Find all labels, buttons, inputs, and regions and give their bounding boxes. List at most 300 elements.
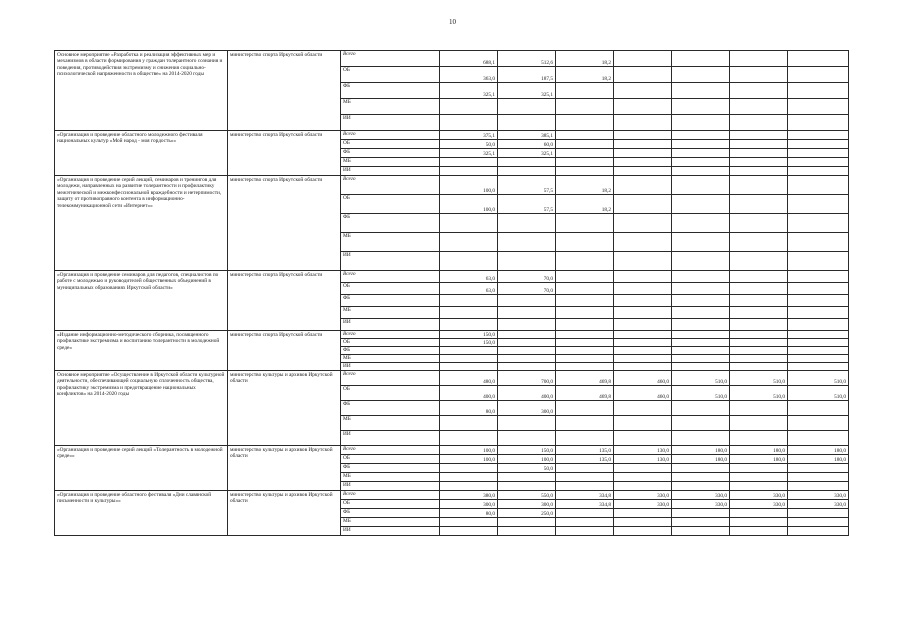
funding-value (730, 283, 788, 295)
funding-value (614, 319, 672, 331)
funding-value: 330,0 (614, 491, 672, 500)
funding-value: 187,5 (498, 67, 556, 83)
funding-value: 400,0 (440, 386, 498, 401)
activity-description: «Организация и проведение областного фестиваля «Дни славянской письменности и культуры»» (55, 491, 228, 536)
funding-value (498, 167, 556, 176)
funding-value (788, 509, 849, 518)
funding-value: 460,0 (614, 371, 672, 386)
funding-value (556, 347, 614, 355)
funding-value (788, 473, 849, 482)
funding-value (788, 283, 849, 295)
funding-value (614, 67, 672, 83)
funding-value (440, 363, 498, 371)
activity-description: «Организация и проведение семинаров для педагогов, специалистов по работе с молодежью и руководителей общественных объединений в муниципальных образованиях Иркутской области» (55, 271, 228, 331)
funding-value (614, 509, 672, 518)
funding-value (730, 83, 788, 99)
funding-value: 512,6 (498, 51, 556, 67)
funding-value (498, 355, 556, 363)
funding-value: 510,0 (730, 386, 788, 401)
funding-source: ИИ (341, 482, 440, 491)
funding-source: ФБ (341, 401, 440, 416)
funding-value (730, 431, 788, 446)
funding-value (614, 464, 672, 473)
funding-value (556, 355, 614, 363)
funding-value: 330,0 (672, 491, 730, 500)
funding-source: ФБ (341, 149, 440, 158)
funding-value (614, 401, 672, 416)
funding-value (788, 176, 849, 195)
funding-value (730, 355, 788, 363)
funding-value: 180,0 (730, 446, 788, 455)
funding-value (672, 271, 730, 283)
funding-value (730, 416, 788, 431)
activity-description: «Организация и проведение областного молодежного фестиваля национальных культур «Мой народ - моя гордость»» (55, 131, 228, 176)
funding-value (614, 339, 672, 347)
table-row (55, 131, 849, 140)
funding-value: 180,0 (788, 455, 849, 464)
funding-value (614, 99, 672, 115)
funding-value: 100,0 (498, 455, 556, 464)
funding-value: 150,0 (498, 446, 556, 455)
funding-value (440, 355, 498, 363)
funding-value (788, 149, 849, 158)
funding-value (556, 140, 614, 149)
funding-value: 57,5 (498, 176, 556, 195)
funding-value (614, 283, 672, 295)
funding-value (672, 464, 730, 473)
funding-value: 300,0 (498, 401, 556, 416)
funding-source: ИИ (341, 319, 440, 331)
responsible-agency: министерство спорта Иркутской области (228, 51, 341, 131)
funding-source: ОБ (341, 195, 440, 214)
funding-value (614, 431, 672, 446)
funding-value (556, 464, 614, 473)
funding-value (788, 363, 849, 371)
funding-value (730, 319, 788, 331)
funding-value: 375,1 (440, 131, 498, 140)
funding-value: 460,0 (614, 386, 672, 401)
page-number: 10 (449, 18, 456, 26)
funding-value: 18,2 (556, 51, 614, 67)
funding-value: 80,0 (440, 401, 498, 416)
funding-source: ИИ (341, 115, 440, 131)
funding-value (556, 307, 614, 319)
funding-value (730, 140, 788, 149)
funding-value (498, 416, 556, 431)
funding-value (672, 347, 730, 355)
funding-source: ИИ (341, 167, 440, 176)
funding-value (730, 131, 788, 140)
funding-value: 250,0 (498, 509, 556, 518)
funding-value (788, 67, 849, 83)
funding-source: МБ (341, 416, 440, 431)
funding-value (614, 176, 672, 195)
funding-value (440, 99, 498, 115)
funding-value: 330,0 (788, 500, 849, 509)
funding-value (614, 158, 672, 167)
funding-source: МБ (341, 158, 440, 167)
funding-value (556, 149, 614, 158)
funding-value (498, 339, 556, 347)
funding-value (498, 347, 556, 355)
funding-value: 363,0 (440, 67, 498, 83)
funding-value (556, 401, 614, 416)
funding-source: Всего (341, 131, 440, 140)
funding-value (730, 252, 788, 271)
funding-value: 334,8 (556, 491, 614, 500)
funding-value: 334,8 (556, 500, 614, 509)
funding-value (672, 99, 730, 115)
funding-value: 100,0 (440, 455, 498, 464)
funding-value (498, 295, 556, 307)
funding-value (498, 233, 556, 252)
funding-value (730, 271, 788, 283)
funding-value: 300,0 (498, 500, 556, 509)
funding-value (498, 307, 556, 319)
funding-value (672, 115, 730, 131)
funding-source: ИИ (341, 363, 440, 371)
funding-value (788, 518, 849, 527)
funding-value (730, 214, 788, 233)
funding-value: 330,0 (730, 500, 788, 509)
funding-value (614, 131, 672, 140)
table-row (55, 446, 849, 455)
funding-value (498, 99, 556, 115)
funding-source: МБ (341, 307, 440, 319)
funding-value (788, 131, 849, 140)
funding-value (498, 214, 556, 233)
funding-value (614, 416, 672, 431)
funding-value (440, 115, 498, 131)
funding-source: ОБ (341, 455, 440, 464)
funding-value (556, 363, 614, 371)
funding-value (614, 518, 672, 527)
funding-source: ФБ (341, 214, 440, 233)
funding-value (730, 482, 788, 491)
funding-value: 510,0 (672, 386, 730, 401)
funding-value (672, 252, 730, 271)
funding-source: ОБ (341, 283, 440, 295)
funding-value (672, 482, 730, 491)
funding-value (788, 252, 849, 271)
funding-value (498, 363, 556, 371)
funding-value (730, 307, 788, 319)
funding-value (730, 149, 788, 158)
funding-value (788, 195, 849, 214)
funding-value (730, 195, 788, 214)
funding-value: 688,1 (440, 51, 498, 67)
funding-value (440, 214, 498, 233)
funding-value (788, 339, 849, 347)
funding-source: ФБ (341, 509, 440, 518)
funding-value (614, 149, 672, 158)
funding-value (556, 99, 614, 115)
activity-description: Основное мероприятие «Осуществление в Иркутской области культурной деятельности, обеспечивающей социальную сплоченность общества, профилактику экстремизма и предотвращение национальных конфликтов» на 2014-2020 годы (55, 371, 228, 446)
funding-source: ФБ (341, 83, 440, 99)
funding-value (614, 140, 672, 149)
funding-value (556, 509, 614, 518)
funding-value (788, 482, 849, 491)
funding-value (672, 67, 730, 83)
funding-value (440, 473, 498, 482)
funding-value (788, 158, 849, 167)
funding-value: 325,1 (440, 83, 498, 99)
funding-value (672, 431, 730, 446)
funding-value: 135,0 (556, 446, 614, 455)
funding-value: 510,0 (788, 371, 849, 386)
funding-value (672, 233, 730, 252)
funding-source: Всего (341, 491, 440, 500)
funding-value: 80,0 (440, 509, 498, 518)
funding-value (730, 167, 788, 176)
funding-value (730, 473, 788, 482)
funding-value (614, 355, 672, 363)
funding-value: 150,0 (440, 339, 498, 347)
funding-value: 100,0 (440, 446, 498, 455)
funding-value (614, 271, 672, 283)
funding-value (556, 167, 614, 176)
funding-value: 400,0 (498, 386, 556, 401)
funding-value (788, 416, 849, 431)
funding-value (556, 214, 614, 233)
funding-value (672, 473, 730, 482)
funding-value (614, 347, 672, 355)
funding-value (730, 295, 788, 307)
funding-value (556, 518, 614, 527)
funding-value (440, 482, 498, 491)
funding-value (788, 464, 849, 473)
funding-value (730, 115, 788, 131)
activity-description: «Издание информационно-методического сборника, посвященного профилактике экстремизма и воспитанию толерантности в молодежной среде» (55, 331, 228, 371)
funding-value (672, 527, 730, 536)
funding-value: 510,0 (730, 371, 788, 386)
funding-source: ОБ (341, 339, 440, 347)
funding-value (440, 416, 498, 431)
funding-value (614, 473, 672, 482)
funding-source: ИИ (341, 527, 440, 536)
funding-source: МБ (341, 355, 440, 363)
table-row (55, 271, 849, 283)
responsible-agency: министерство культуры и архивов Иркутской области (228, 371, 341, 446)
funding-value (672, 319, 730, 331)
funding-value (556, 416, 614, 431)
funding-value (498, 482, 556, 491)
funding-source: ОБ (341, 67, 440, 83)
funding-value (672, 149, 730, 158)
funding-value (614, 295, 672, 307)
activity-description: «Организация и проведение серий лекций «Толерантность в молодежной среде»» (55, 446, 228, 491)
funding-source: ИИ (341, 252, 440, 271)
funding-value (730, 158, 788, 167)
funding-value (672, 416, 730, 431)
funding-value (788, 331, 849, 339)
funding-source: ФБ (341, 295, 440, 307)
funding-value (788, 347, 849, 355)
funding-value (672, 295, 730, 307)
funding-value (556, 233, 614, 252)
table-row (55, 331, 849, 339)
responsible-agency: министерство спорта Иркутской области (228, 131, 341, 176)
funding-value: 100,0 (440, 176, 498, 195)
funding-value (672, 131, 730, 140)
funding-value: 63,0 (440, 271, 498, 283)
funding-value: 70,0 (498, 271, 556, 283)
funding-value (672, 214, 730, 233)
funding-value (730, 99, 788, 115)
funding-value: 50,0 (440, 140, 498, 149)
funding-value (788, 401, 849, 416)
funding-value (440, 307, 498, 319)
funding-value (788, 355, 849, 363)
funding-source: Всего (341, 271, 440, 283)
funding-value (672, 283, 730, 295)
funding-value (498, 331, 556, 339)
funding-value (556, 431, 614, 446)
funding-value: 135,0 (556, 455, 614, 464)
funding-value (440, 347, 498, 355)
funding-value (730, 331, 788, 339)
funding-value: 325,1 (440, 149, 498, 158)
funding-value: 130,0 (614, 446, 672, 455)
funding-value: 330,0 (788, 491, 849, 500)
funding-value (614, 527, 672, 536)
funding-value: 300,0 (440, 500, 498, 509)
funding-value: 57,5 (498, 195, 556, 214)
funding-value (498, 518, 556, 527)
funding-value (614, 363, 672, 371)
funding-value: 385,1 (498, 131, 556, 140)
funding-value (730, 339, 788, 347)
funding-value (730, 363, 788, 371)
funding-value (614, 233, 672, 252)
funding-value: 18,2 (556, 176, 614, 195)
funding-value: 480,0 (440, 371, 498, 386)
funding-source: Всего (341, 331, 440, 339)
funding-value (672, 158, 730, 167)
funding-value (440, 431, 498, 446)
funding-value: 180,0 (730, 455, 788, 464)
activity-description: «Организация и проведение серий лекций, семинаров и тренингов для молодежи, направленных на развитие толерантности и профилактику межэтнической и межконфессиональной враждебности и нетерпимости, защиту от противоправного контента в информационно-телекоммуникационной сети «Интернет»» (55, 176, 228, 271)
funding-value (614, 252, 672, 271)
responsible-agency: министерство спорта Иркутской области (228, 176, 341, 271)
funding-source: Всего (341, 176, 440, 195)
funding-value: 63,0 (440, 283, 498, 295)
funding-source: Всего (341, 371, 440, 386)
funding-value (498, 252, 556, 271)
funding-value: 330,0 (672, 500, 730, 509)
funding-value (440, 464, 498, 473)
funding-source: ОБ (341, 500, 440, 509)
funding-value: 550,0 (498, 491, 556, 500)
funding-value (556, 473, 614, 482)
funding-value (672, 167, 730, 176)
responsible-agency: министерство культуры и архивов Иркутской области (228, 491, 341, 536)
funding-value (730, 464, 788, 473)
funding-value (614, 167, 672, 176)
funding-value (788, 214, 849, 233)
funding-value (614, 115, 672, 131)
funding-value (440, 252, 498, 271)
funding-value (556, 339, 614, 347)
funding-value: 325,1 (498, 149, 556, 158)
funding-value (788, 271, 849, 283)
funding-value (788, 167, 849, 176)
funding-value (614, 214, 672, 233)
funding-value (440, 167, 498, 176)
funding-value: 180,0 (788, 446, 849, 455)
funding-value: 150,0 (440, 331, 498, 339)
table-row (55, 51, 849, 67)
funding-value (730, 527, 788, 536)
funding-value (614, 307, 672, 319)
funding-value: 180,0 (672, 446, 730, 455)
funding-value (788, 295, 849, 307)
funding-value (614, 195, 672, 214)
funding-source: Всего (341, 51, 440, 67)
funding-value (788, 431, 849, 446)
responsible-agency: министерство культуры и архивов Иркутской области (228, 446, 341, 491)
funding-value (556, 283, 614, 295)
funding-value (498, 431, 556, 446)
funding-value: 18,2 (556, 67, 614, 83)
funding-value: 18,2 (556, 195, 614, 214)
table-row (55, 371, 849, 386)
funding-value (440, 518, 498, 527)
funding-value: 510,0 (672, 371, 730, 386)
funding-value (498, 319, 556, 331)
funding-value (440, 295, 498, 307)
funding-value (440, 527, 498, 536)
funding-value (730, 176, 788, 195)
funding-value: 380,0 (440, 491, 498, 500)
funding-value (672, 51, 730, 67)
funding-source: ОБ (341, 140, 440, 149)
funding-value (556, 115, 614, 131)
funding-value (730, 67, 788, 83)
funding-value: 70,0 (498, 283, 556, 295)
funding-value (672, 363, 730, 371)
funding-value: 469,8 (556, 371, 614, 386)
funding-value (440, 233, 498, 252)
responsible-agency: министерство спорта Иркутской области (228, 331, 341, 371)
funding-value: 130,0 (614, 455, 672, 464)
funding-value (614, 482, 672, 491)
funding-source: МБ (341, 473, 440, 482)
funding-source: ИИ (341, 431, 440, 446)
funding-value (672, 339, 730, 347)
table-row (55, 491, 849, 500)
funding-value (672, 176, 730, 195)
funding-value (788, 307, 849, 319)
funding-value (788, 233, 849, 252)
funding-value (730, 51, 788, 67)
funding-value (672, 331, 730, 339)
funding-value: 50,0 (498, 464, 556, 473)
funding-value (556, 83, 614, 99)
funding-value (556, 252, 614, 271)
funding-value (556, 482, 614, 491)
funding-value: 700,0 (498, 371, 556, 386)
funding-value (730, 518, 788, 527)
funding-value (788, 319, 849, 331)
funding-value (730, 401, 788, 416)
funding-value (672, 401, 730, 416)
funding-value (556, 131, 614, 140)
funding-value (788, 140, 849, 149)
funding-value (672, 355, 730, 363)
funding-value (498, 158, 556, 167)
funding-value (498, 473, 556, 482)
